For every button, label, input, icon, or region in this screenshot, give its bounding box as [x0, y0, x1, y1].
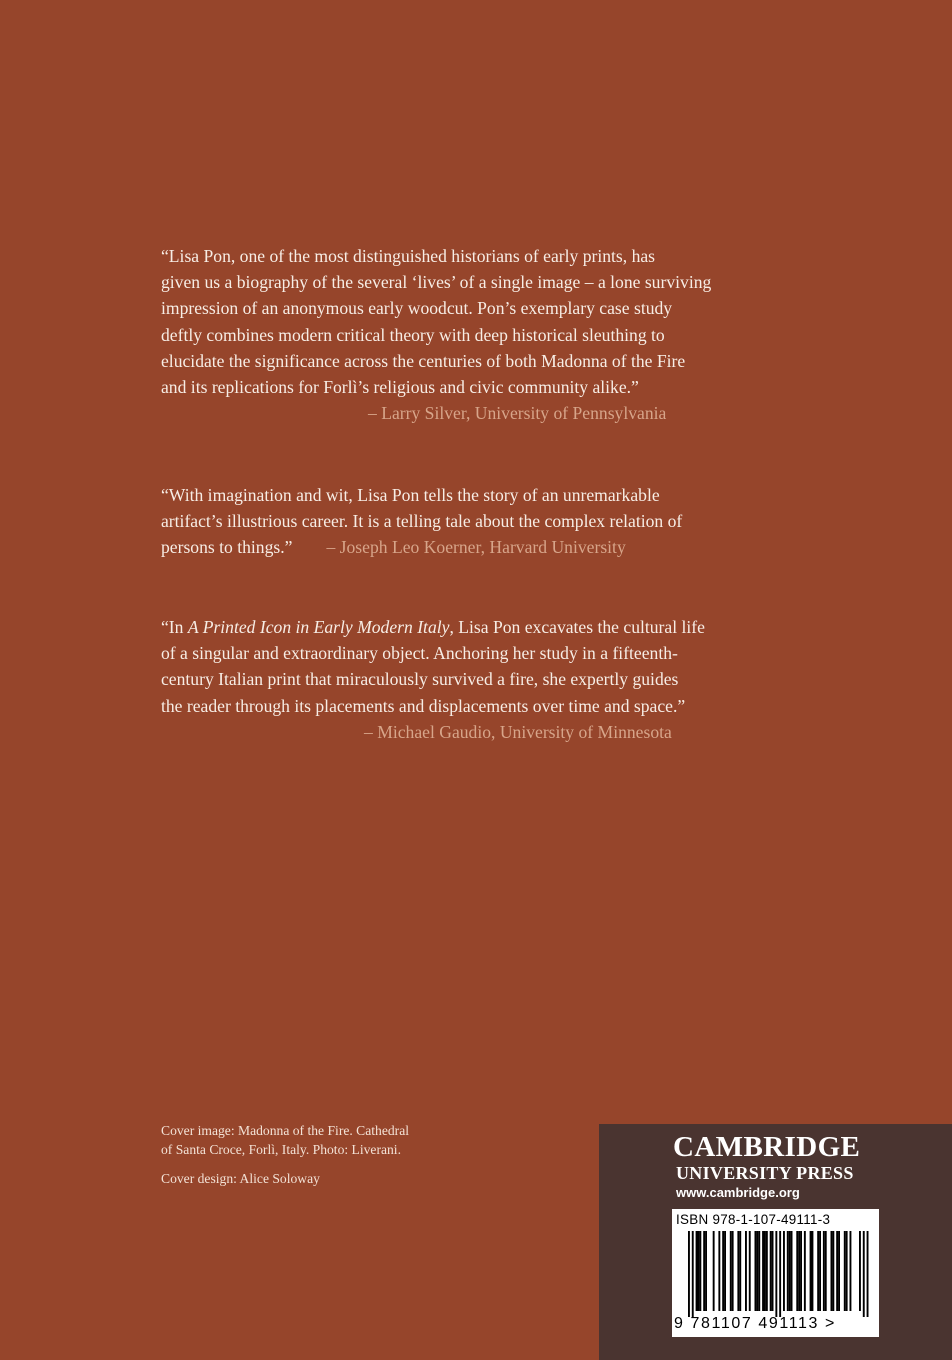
barcode-bar [798, 1231, 800, 1311]
barcode-bar [789, 1231, 791, 1311]
barcode-bar [775, 1231, 777, 1317]
barcode-bar [730, 1231, 732, 1311]
review-quote-silver [161, 243, 801, 426]
barcode-bar [713, 1231, 715, 1311]
barcode-bar [825, 1231, 827, 1311]
barcode-bar [703, 1231, 705, 1311]
barcode-bar [764, 1231, 766, 1311]
barcode-bar [787, 1231, 789, 1311]
barcode-bar [705, 1231, 707, 1311]
barcode-bar [772, 1231, 774, 1311]
quote-line: of a singular and extraordinary object. Anchoring her study in a fifteenth- [161, 643, 678, 664]
publisher-url[interactable]: www.cambridge.org [676, 1185, 800, 1200]
publisher-name: CAMBRIDGE [673, 1131, 861, 1163]
quote-line: century Italian print that miraculously survived a fire, she expertly guides [161, 669, 679, 690]
quote-attribution: – Larry Silver, University of Pennsylvania [368, 403, 667, 424]
review-quote-koerner [161, 482, 801, 561]
cover-design-credit: Cover design: Alice Soloway [161, 1171, 320, 1186]
cover-image-credit: Cover image: Madonna of the Fire. Cathedral [161, 1123, 410, 1138]
barcode-bar [779, 1231, 781, 1317]
cover-credits [161, 1121, 409, 1188]
isbn-label: ISBN 978-1-107-49111-3 [676, 1212, 831, 1227]
quote-line: persons to things.” [161, 537, 293, 558]
barcode-bar [819, 1231, 821, 1311]
book-title: A Printed Icon in Early Modern Italy [187, 617, 450, 637]
barcode-bar [836, 1231, 838, 1311]
barcode-bar [696, 1231, 698, 1311]
quote-line: given us a biography of the several ‘lives’ of a single image – a lone surviving [161, 272, 712, 293]
quote-line: the reader through its placements and displacements over time and space.” [161, 695, 686, 716]
cover-image-credit: of Santa Croce, Forlì, Italy. Photo: Liverani. [161, 1142, 401, 1157]
barcode-bar [724, 1231, 726, 1311]
barcode-bar [688, 1231, 690, 1317]
quote-line: and its replications for Forlì’s religious and civic community alike.” [161, 377, 639, 398]
quote-line: “In A Printed Icon in Early Modern Italy, Lisa Pon excavates the cultural life [161, 617, 705, 637]
barcode-bar [867, 1231, 869, 1317]
barcode-bar [698, 1231, 700, 1311]
barcode-bar [800, 1231, 802, 1311]
barcode-bar [749, 1231, 751, 1311]
quote-line: deftly combines modern critical theory with deep historical sleuthing to [161, 324, 665, 345]
barcode-bar [812, 1231, 814, 1311]
barcode-bar [823, 1231, 825, 1311]
barcode-bar [791, 1231, 793, 1311]
quote-line: artifact’s illustrious career. It is a telling tale about the complex relation of [161, 511, 683, 532]
barcode-bar [859, 1231, 861, 1311]
publisher-subtitle: UNIVERSITY PRESS [676, 1163, 854, 1183]
barcode-bar [766, 1231, 768, 1311]
barcode-bar [804, 1231, 806, 1311]
barcode-bar [758, 1231, 760, 1311]
quote-line: “With imagination and wit, Lisa Pon tells the story of an unremarkable [161, 485, 660, 505]
barcode-bar [737, 1231, 739, 1311]
quote-line: elucidate the significance across the centuries of both Madonna of the Fire [161, 350, 686, 371]
barcode-bar [832, 1231, 834, 1311]
quote-line: “Lisa Pon, one of the most distinguished historians of early prints, has [161, 246, 656, 266]
barcode-bar [817, 1231, 819, 1311]
barcode-bar [844, 1231, 846, 1311]
barcode-bar [863, 1231, 865, 1317]
barcode-bar [770, 1231, 772, 1311]
quote-line: impression of an anonymous early woodcut. Pon’s exemplary case study [161, 298, 673, 319]
quote-attribution: – Michael Gaudio, University of Minnesota [364, 721, 672, 742]
barcode-bar [699, 1231, 701, 1311]
barcode-bars-icon [672, 1231, 879, 1317]
barcode-bar [831, 1231, 833, 1311]
barcode-digits: 9 781107 491113 > [674, 1315, 836, 1332]
barcode-bar [718, 1231, 720, 1311]
barcode-bar [796, 1231, 798, 1311]
barcode-bar [755, 1231, 757, 1311]
barcode-bar [762, 1231, 764, 1311]
barcode-bar [783, 1231, 785, 1311]
publisher-box [599, 1124, 952, 1360]
barcode-bar [739, 1231, 741, 1311]
barcode-bar [756, 1231, 758, 1311]
barcode-bar [838, 1231, 840, 1311]
barcode-bar [810, 1231, 812, 1311]
quote-attribution: – Joseph Leo Koerner, Harvard University [326, 537, 626, 558]
review-quote-gaudio [161, 614, 801, 745]
barcode-bar [722, 1231, 724, 1311]
barcode-bar [732, 1231, 734, 1311]
barcode-bar [846, 1231, 848, 1311]
barcode-bar [692, 1231, 694, 1317]
barcode-bar [850, 1231, 852, 1311]
barcode-bar [745, 1231, 747, 1311]
isbn-barcode [672, 1209, 879, 1337]
